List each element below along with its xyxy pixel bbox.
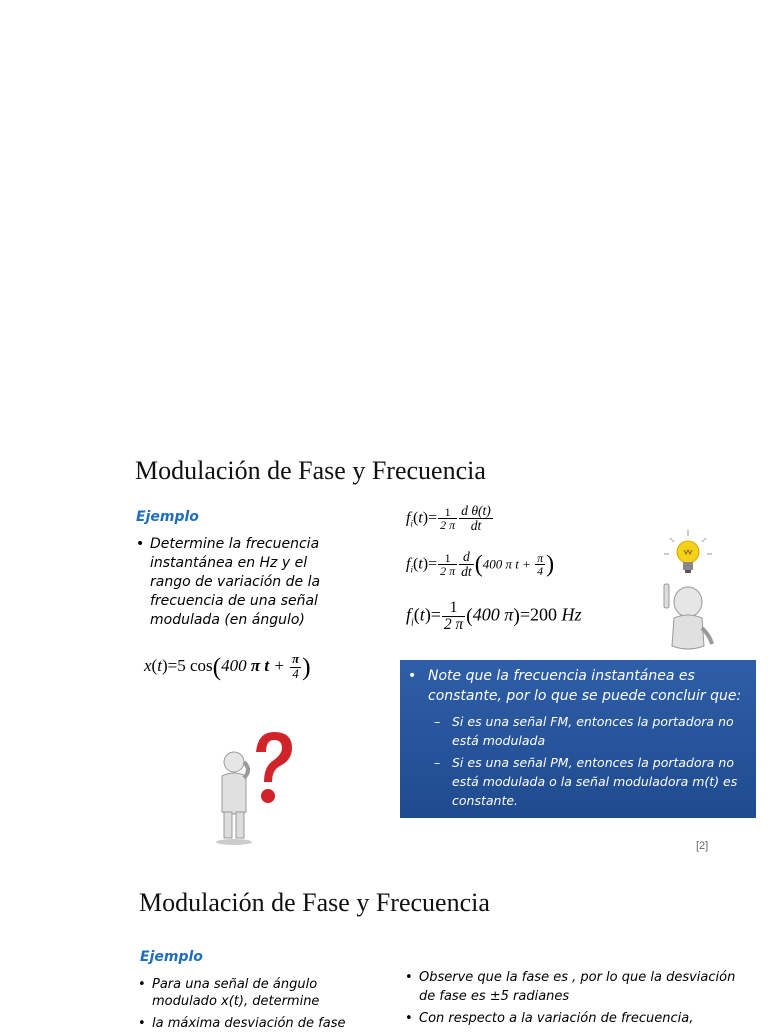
bullet-dot: • — [138, 977, 146, 992]
example-label: Ejemplo — [140, 949, 203, 965]
dash: – — [434, 714, 441, 729]
bullet-dot: • — [405, 1011, 413, 1026]
bullet-dot: • — [408, 668, 417, 684]
slide-1 — [0, 440, 768, 860]
note-main — [408, 666, 748, 706]
dash: – — [434, 755, 441, 770]
inst-freq-equation-2: $f_i(t)=$ $\frac{1}{2 \pi}$ $\frac{d}{dt}$ (400 π t + $\frac{\pi}{4}$ ) — [406, 549, 555, 580]
note-main-text: Note que la frecuencia instantánea es constante, por lo que se puede concluir que: — [428, 668, 742, 704]
right-bullet-2 — [405, 1009, 739, 1028]
inst-freq-equation-1: $f_i(t)=$ $\frac{1}{2 \pi}$ $\frac{\text{d θ(t)}}{dt}$ — [406, 503, 491, 534]
right-bullet-1 — [405, 968, 739, 1006]
left-bullet-2-text: la máxima desviación de fase — [152, 1016, 346, 1031]
example-label: Ejemplo — [136, 509, 199, 525]
slide-title: Modulación de Fase y Frecuencia — [135, 456, 486, 485]
lightbulb-figure-icon — [658, 528, 718, 658]
note-sub-1 — [434, 712, 748, 750]
example-bullet — [136, 535, 340, 630]
left-bullet-1-text: Para una señal de ángulo modulado x(t), determine — [152, 977, 320, 1009]
note-sub-2 — [434, 753, 748, 810]
bullet-dot: • — [136, 536, 145, 552]
bullet-dot: • — [138, 1016, 146, 1031]
left-bullet-1 — [138, 976, 347, 1010]
slide-title: Modulación de Fase y Frecuencia — [139, 888, 490, 917]
right-bullet-2-text: Con respecto a la variación de frecuencia, — [419, 1011, 694, 1026]
question-figure-icon — [208, 728, 298, 848]
reference-label: [2] — [696, 840, 709, 852]
right-bullet-1-text: Observe que la fase es , por lo que la desviación de fase es ±5 radianes — [419, 970, 736, 1004]
note-sub-1-text: Si es una señal FM, entonces la portadora no está modulada — [452, 714, 734, 748]
bullet-dot: • — [405, 970, 413, 985]
note-sub-2-text: Si es una señal PM, entonces la portadora no está modulada o la señal moduladora m(t) es constante. — [452, 755, 738, 808]
slide-2 — [0, 870, 768, 1031]
inst-freq-equation-3: $f_i(t)=$ $\frac{1}{2 \pi}$ (400 π)=200 Hz — [406, 599, 582, 634]
note-box — [400, 660, 756, 818]
signal-equation: x(t)=5 cos(400 π t + $\frac{\pi}{4}$ ) — [144, 652, 311, 681]
bullet-text: Determine la frecuencia instantánea en Hz y el rango de variación de la frecuencia de una señal modulada (en ángulo) — [150, 536, 321, 628]
